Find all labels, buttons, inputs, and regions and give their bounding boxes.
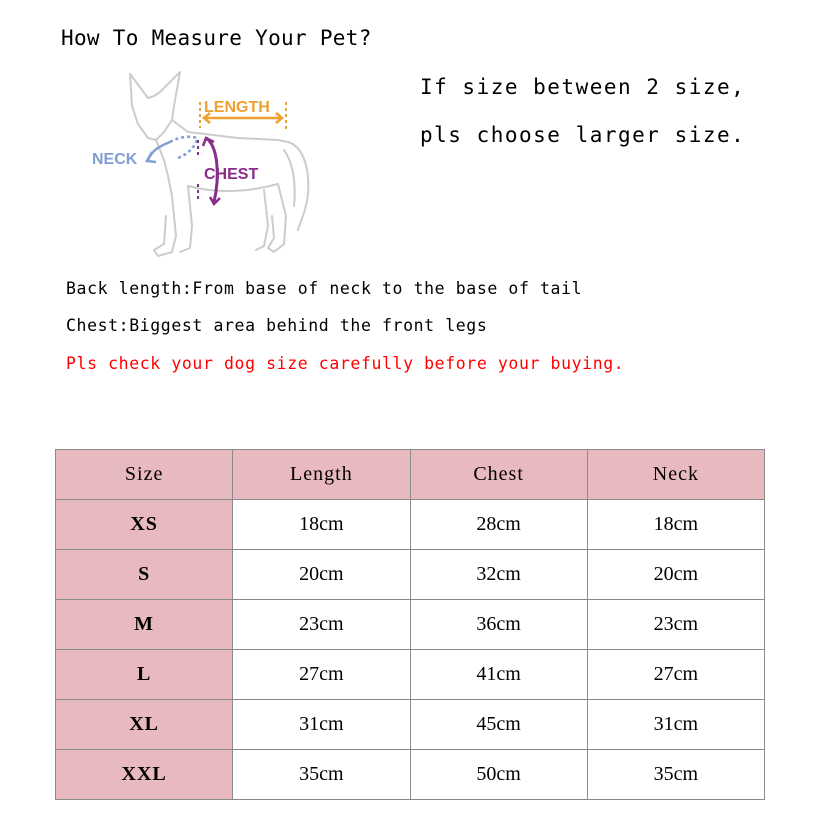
- back-length-description: Back length:From base of neck to the base of tail: [66, 279, 583, 298]
- neck-arrowhead-icon: [147, 152, 156, 162]
- table-row: [56, 500, 765, 550]
- neck-arrow-icon: [148, 142, 170, 160]
- chest-cell: 41cm: [410, 650, 587, 700]
- size-note-line-2: pls choose larger size.: [420, 123, 746, 147]
- page-title: How To Measure Your Pet?: [61, 26, 372, 50]
- chest-cell: 28cm: [410, 500, 587, 550]
- length-cell: 35cm: [233, 750, 410, 800]
- length-cell: 23cm: [233, 600, 410, 650]
- size-cell: S: [56, 550, 233, 600]
- measure-dog-diagram: [88, 66, 328, 261]
- chest-cell: 32cm: [410, 550, 587, 600]
- length-cell: 31cm: [233, 700, 410, 750]
- header-size: Size: [56, 450, 233, 500]
- table-row: [56, 700, 765, 750]
- neck-cell: 20cm: [587, 550, 764, 600]
- neck-cell: 23cm: [587, 600, 764, 650]
- table-row: [56, 550, 765, 600]
- neck-loop-icon: [170, 137, 198, 158]
- size-cell: XS: [56, 500, 233, 550]
- length-label: LENGTH: [204, 99, 270, 116]
- length-cell: 18cm: [233, 500, 410, 550]
- neck-label: NECK: [92, 151, 138, 168]
- neck-cell: 27cm: [587, 650, 764, 700]
- table-row: [56, 600, 765, 650]
- table-header-row: [56, 450, 765, 500]
- neck-cell: 35cm: [587, 750, 764, 800]
- size-cell: XL: [56, 700, 233, 750]
- size-note-line-1: If size between 2 size,: [420, 75, 746, 99]
- table-row: [56, 750, 765, 800]
- size-cell: L: [56, 650, 233, 700]
- neck-cell: 31cm: [587, 700, 764, 750]
- chest-label: CHEST: [204, 166, 259, 183]
- size-cell: XXL: [56, 750, 233, 800]
- length-cell: 27cm: [233, 650, 410, 700]
- chest-cell: 45cm: [410, 700, 587, 750]
- size-cell: M: [56, 600, 233, 650]
- neck-cell: 18cm: [587, 500, 764, 550]
- chest-description: Chest:Biggest area behind the front legs: [66, 316, 488, 335]
- table-row: [56, 650, 765, 700]
- header-neck: Neck: [587, 450, 764, 500]
- chest-cell: 50cm: [410, 750, 587, 800]
- header-chest: Chest: [410, 450, 587, 500]
- header-length: Length: [233, 450, 410, 500]
- length-cell: 20cm: [233, 550, 410, 600]
- chest-cell: 36cm: [410, 600, 587, 650]
- size-warning: Pls check your dog size carefully before your buying.: [66, 354, 625, 373]
- size-chart-table: [55, 449, 765, 800]
